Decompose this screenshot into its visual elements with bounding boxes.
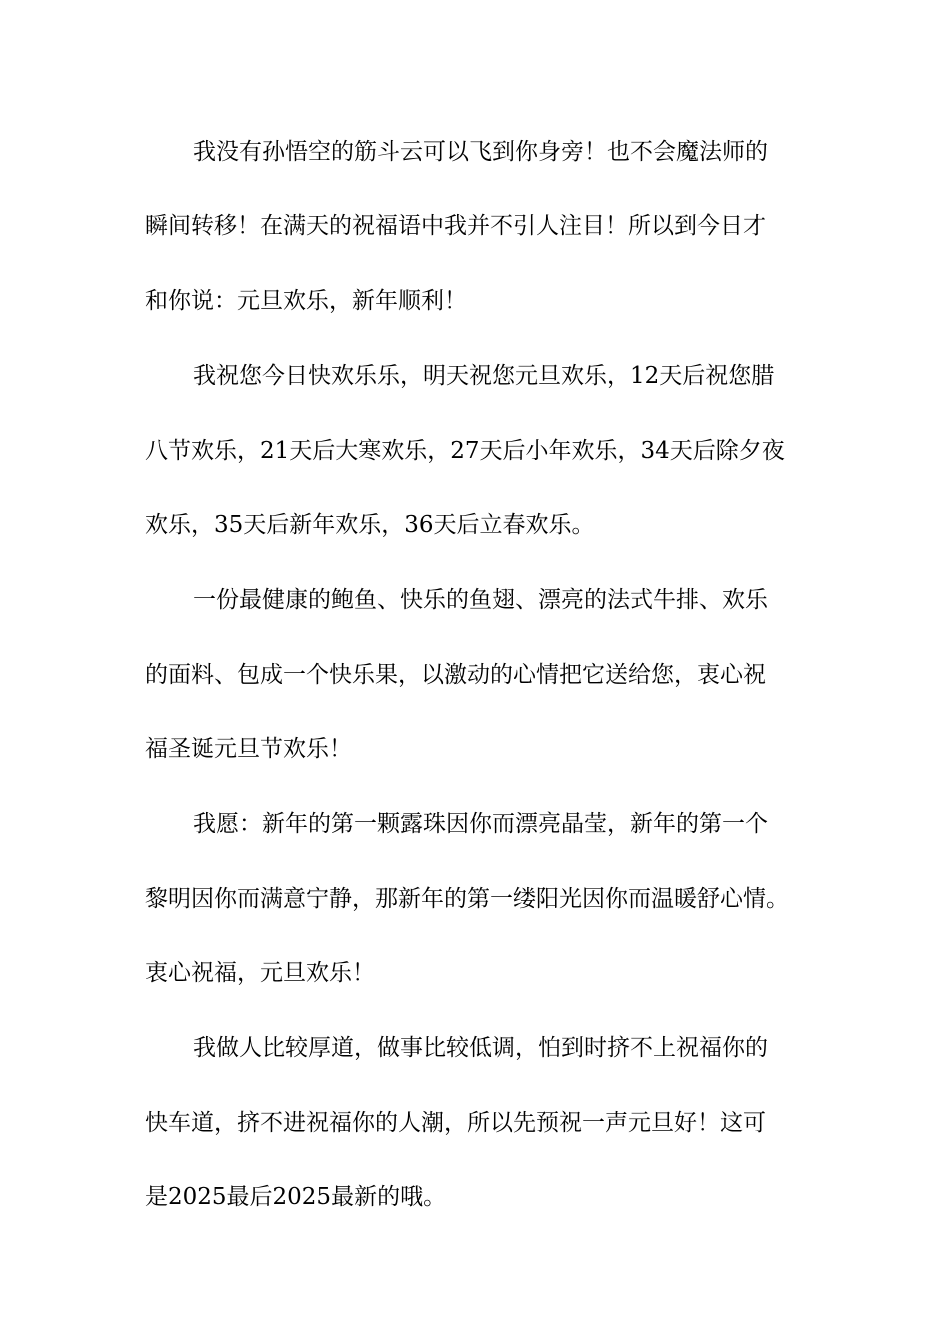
paragraph-2-line-2: 八节欢乐，21天后大寒欢乐，27天后小年欢乐，34天后除夕夜 — [145, 438, 785, 464]
paragraph-5-line-3: 是2025最后2025最新的哦。 — [145, 1184, 447, 1210]
paragraph-3-line-3: 福圣诞元旦节欢乐！ — [145, 736, 352, 762]
paragraph-2-line-1: 我祝您今日快欢乐乐，明天祝您元旦欢乐，12天后祝您腊 — [193, 363, 775, 389]
paragraph-4-line-3: 衷心祝福，元旦欢乐！ — [145, 960, 375, 986]
paragraph-3-line-1: 一份最健康的鲍鱼、快乐的鱼翅、漂亮的法式牛排、欢乐 — [193, 587, 768, 613]
paragraph-5-line-2: 快车道，挤不进祝福你的人潮，所以先预祝一声元旦好！这可 — [145, 1110, 766, 1136]
paragraph-3-line-2: 的面料、包成一个快乐果，以激动的心情把它送给您，衷心祝 — [145, 662, 766, 688]
paragraph-1-line-2: 瞬间转移！在满天的祝福语中我并不引人注目！所以到今日才 — [145, 213, 766, 239]
paragraph-1-line-1: 我没有孙悟空的筋斗云可以飞到你身旁！也不会魔法师的 — [193, 139, 768, 165]
paragraph-1-line-3: 和你说：元旦欢乐，新年顺利！ — [145, 288, 467, 314]
paragraph-5-line-1: 我做人比较厚道，做事比较低调，怕到时挤不上祝福你的 — [193, 1035, 768, 1061]
paragraph-2-line-3: 欢乐，35天后新年欢乐，36天后立春欢乐。 — [145, 512, 595, 538]
paragraph-4-line-1: 我愿：新年的第一颗露珠因你而漂亮晶莹，新年的第一个 — [193, 811, 768, 837]
paragraph-4-line-2: 黎明因你而满意宁静，那新年的第一缕阳光因你而温暖舒心情。 — [145, 886, 789, 912]
